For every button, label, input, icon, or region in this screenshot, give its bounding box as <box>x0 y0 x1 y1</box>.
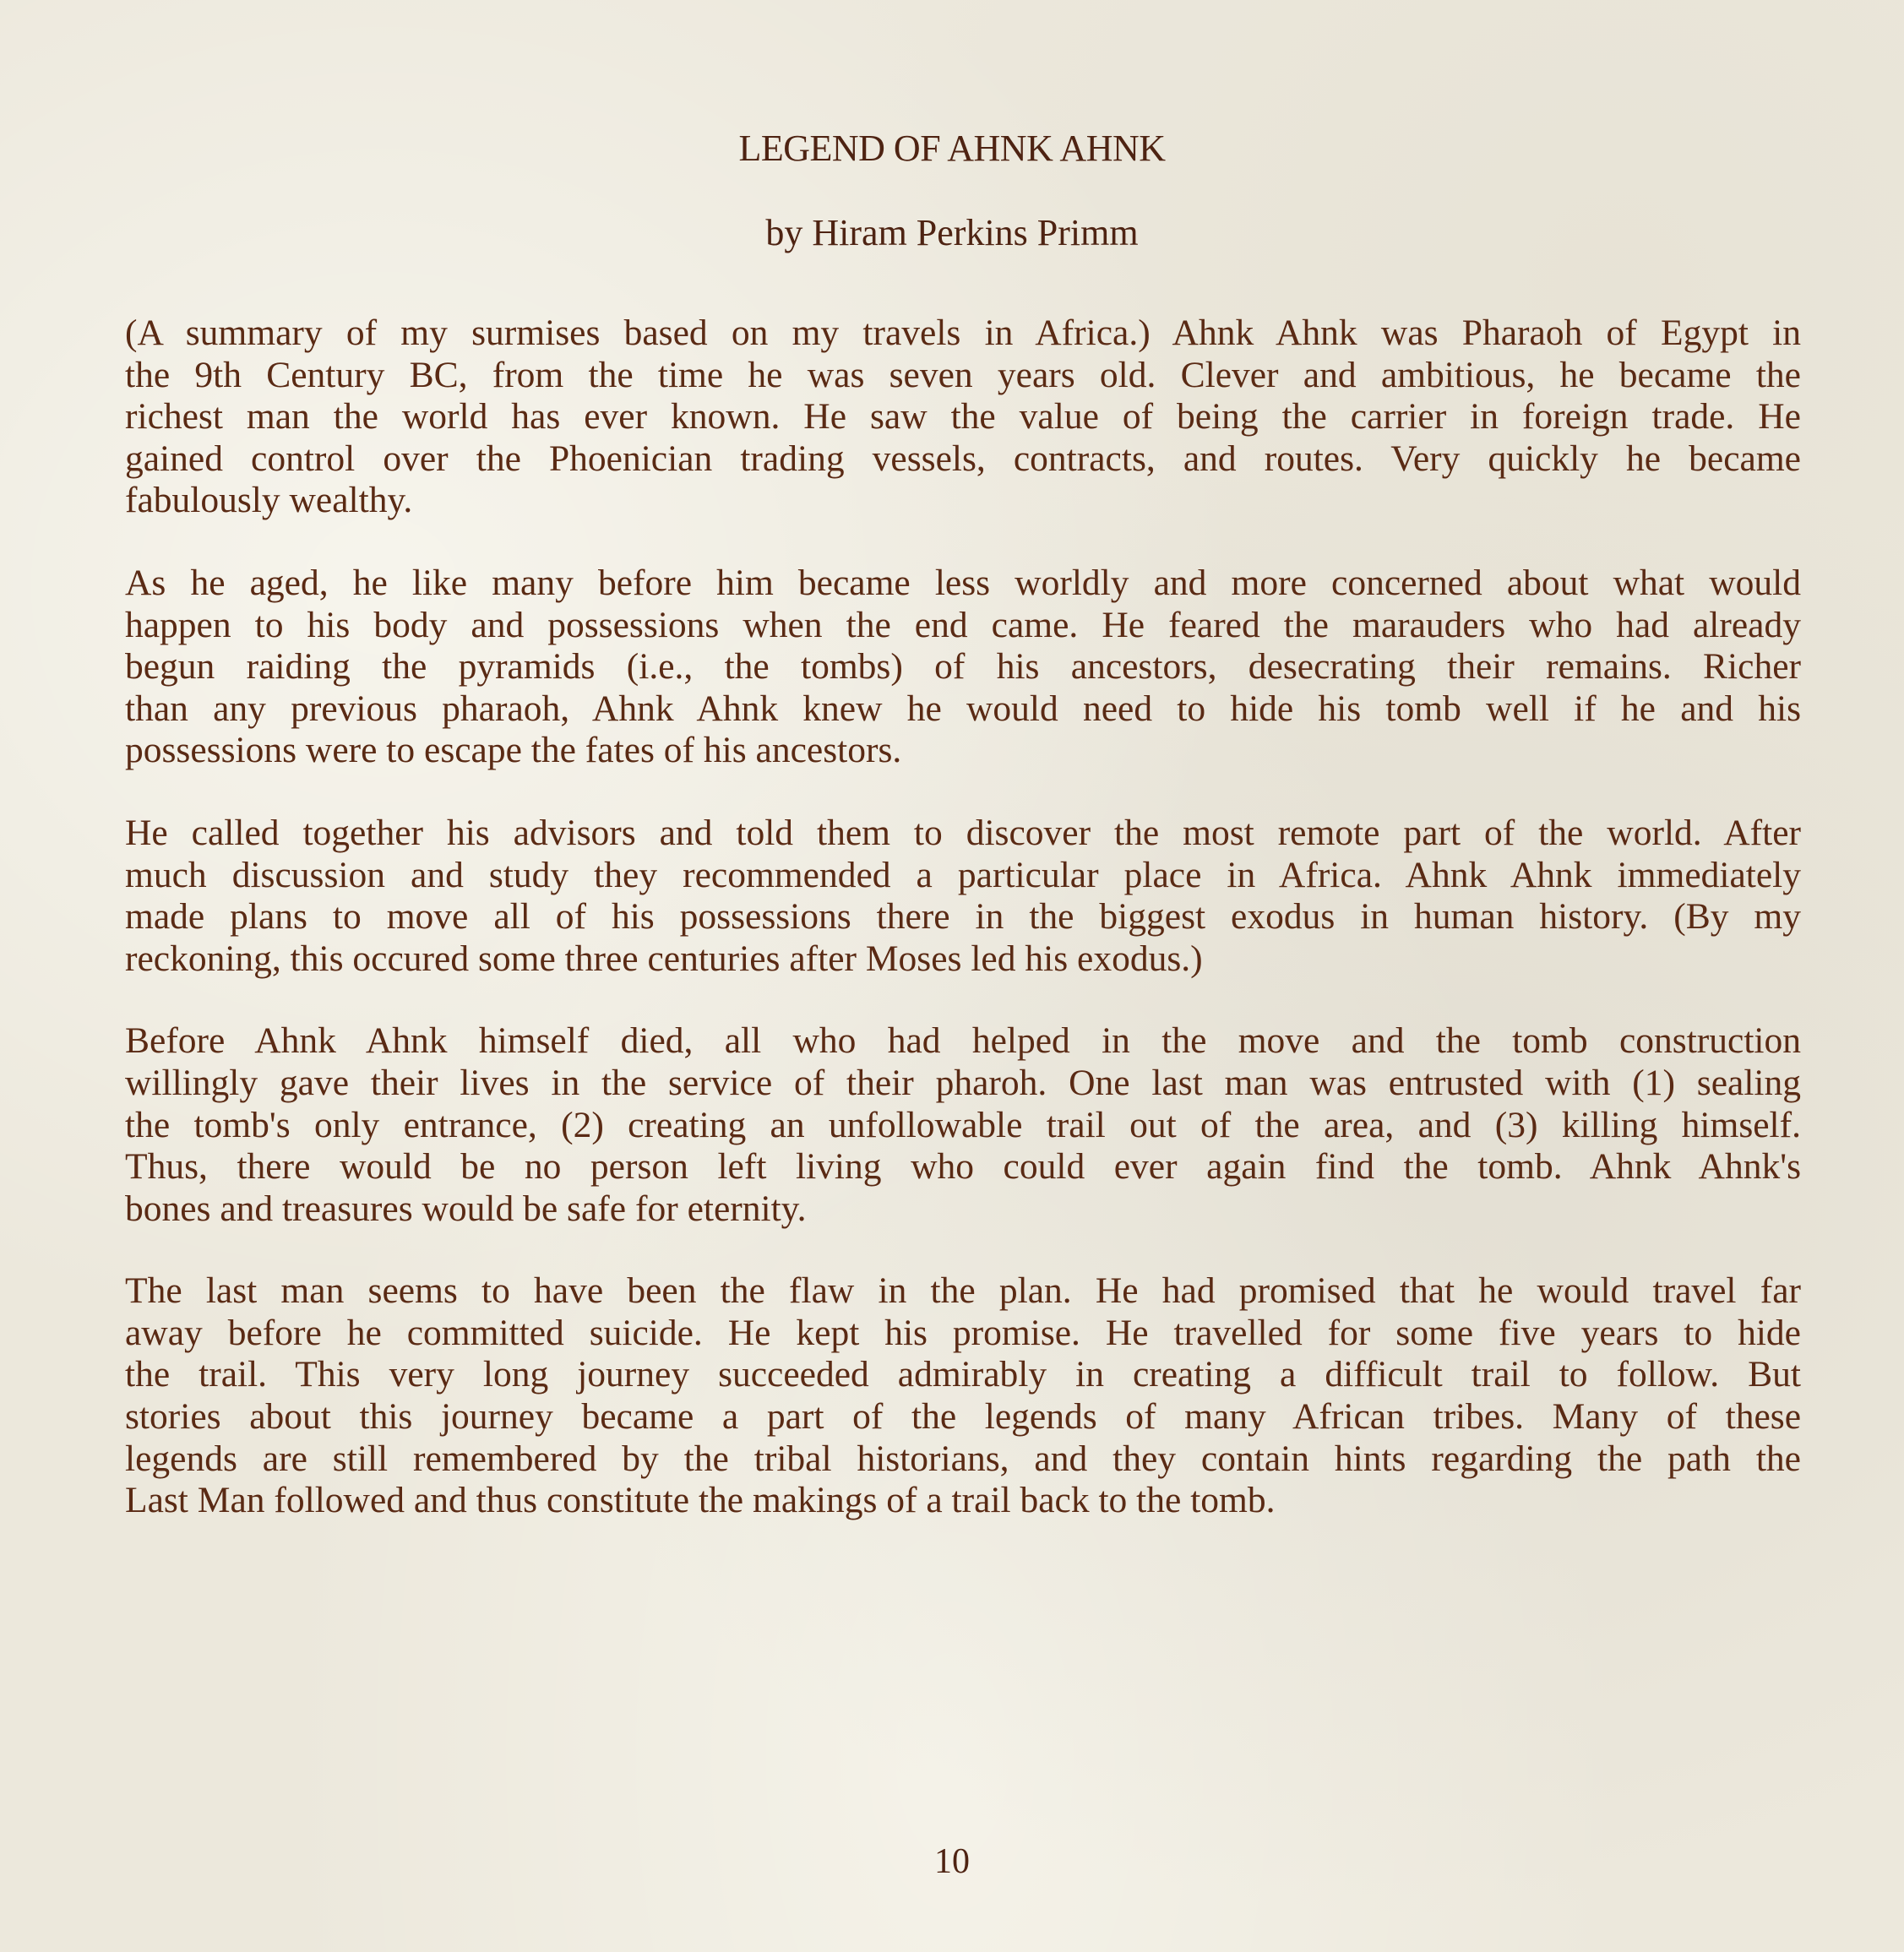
text-line: Thus, there would be no person left living who could ever again find the tomb. Ahnk Ahnk's <box>125 1146 1801 1188</box>
paragraph-4 <box>125 1020 1801 1230</box>
paragraph-1 <box>125 313 1801 522</box>
paragraph-3 <box>125 813 1801 980</box>
text-line: bones and treasures would be safe for eternity. <box>125 1188 807 1229</box>
text-line: possessions were to escape the fates of his ancestors. <box>125 730 902 771</box>
text-line: away before he committed suicide. He kept his promise. He travelled for some five years to hide <box>125 1312 1801 1353</box>
text-line: Last Man followed and thus constitute the makings of a trail back to the tomb. <box>125 1480 1276 1521</box>
text-line: The last man seems to have been the flaw in the plan. He had promised that he would travel far <box>125 1270 1801 1312</box>
text-line: legends are still remembered by the tribal historians, and they contain hints regarding the path the <box>125 1438 1801 1479</box>
text-line: the trail. This very long journey succeeded admirably in creating a difficult trail to follow. But <box>125 1354 1801 1395</box>
text-line: reckoning, this occured some three centuries after Moses led his exodus.) <box>125 938 1203 979</box>
text-line: stories about this journey became a part of the legends of many African tribes. Many of these <box>125 1396 1801 1438</box>
text-line: than any previous pharaoh, Ahnk Ahnk knew he would need to hide his tomb well if he and his <box>125 688 1801 729</box>
page-number: 10 <box>934 1842 970 1881</box>
paragraph-2 <box>125 563 1801 772</box>
text-line: He called together his advisors and told them to discover the most remote part of the world. After <box>125 812 1801 853</box>
text-line: fabulously wealthy. <box>125 480 413 521</box>
text-line: made plans to move all of his possessions there in the biggest exodus in human history. (By my <box>125 896 1801 938</box>
text-line: begun raiding the pyramids (i.e., the tombs) of his ancestors, desecrating their remains. Richer <box>125 646 1801 688</box>
paragraph-5 <box>125 1270 1801 1522</box>
text-line: willingly gave their lives in the service of their pharoh. One last man was entrusted with (1) sealing <box>125 1062 1801 1103</box>
text-line: the 9th Century BC, from the time he was seven years old. Clever and ambitious, he became the <box>125 354 1801 395</box>
page-title: LEGEND OF AHNK AHNK <box>738 128 1166 169</box>
document-body <box>125 313 1801 1563</box>
text-line: happen to his body and possessions when the end came. He feared the marauders who had already <box>125 604 1801 645</box>
text-line: gained control over the Phoenician trading vessels, contracts, and routes. Very quickly he became <box>125 438 1801 479</box>
text-line: As he aged, he like many before him became less worldly and more concerned about what would <box>125 562 1801 603</box>
text-line: richest man the world has ever known. He saw the value of being the carrier in foreign trade. He <box>125 396 1801 438</box>
author-byline: by Hiram Perkins Primm <box>765 212 1139 253</box>
text-line: Before Ahnk Ahnk himself died, all who had helped in the move and the tomb construction <box>125 1020 1801 1062</box>
text-line: the tomb's only entrance, (2) creating an unfollowable trail out of the area, and (3) killing himself. <box>125 1104 1801 1145</box>
text-line: much discussion and study they recommended a particular place in Africa. Ahnk Ahnk immediately <box>125 854 1801 895</box>
text-line: (A summary of my surmises based on my travels in Africa.) Ahnk Ahnk was Pharaoh of Egypt in <box>125 313 1801 353</box>
